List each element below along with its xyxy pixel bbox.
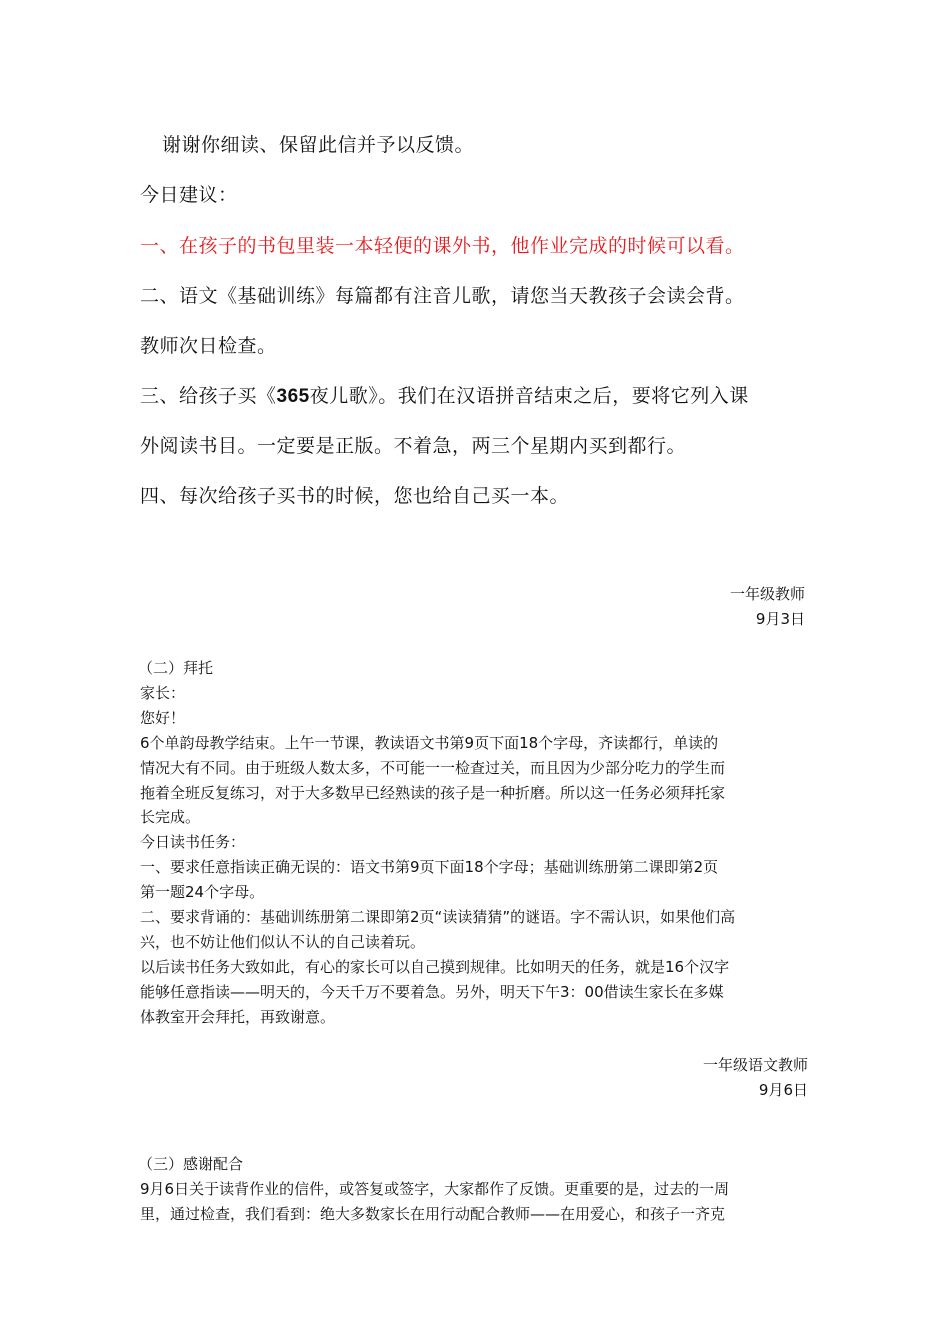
letter3-paragraph-1-line-1: 9月6日关于读背作业的信件，或答复或签字，大家都作了反馈。更重要的是，过去的一周 bbox=[140, 1180, 730, 1198]
letter2-task-2-line-2: 兴，也不妨让他们似认不认的自己读着玩。 bbox=[140, 933, 426, 951]
letter2-greeting: 您好！ bbox=[140, 709, 186, 727]
letter2-title: （二）拜托 bbox=[138, 659, 214, 677]
letter2-task-1-line-1: 一、要求任意指读正确无误的：语文书第9页下面18个字母；基础训练册第二课即第2页 bbox=[140, 858, 719, 876]
letter1-heading: 今日建议： bbox=[140, 184, 238, 206]
letter2-salutation: 家长： bbox=[140, 684, 186, 702]
letter1-item-3-line-2: 外阅读书目。一定要是正版。不着急，两三个星期内买到都行。 bbox=[140, 435, 687, 457]
letter1-item-1: 一、在孩子的书包里装一本轻便的课外书，他作业完成的时候可以看。 bbox=[140, 235, 745, 257]
letter1-item-3-line-1 bbox=[140, 381, 840, 408]
letter2-signature: 一年级语文教师 bbox=[702, 1056, 808, 1074]
letter2-paragraph-2-line-1: 以后读书任务大致如此，有心的家长可以自己摸到规律。比如明天的任务，就是16个汉字 bbox=[140, 958, 730, 976]
letter1-signature: 一年级教师 bbox=[729, 585, 805, 603]
letter2-paragraph-2-line-3: 体教室开会拜托，再致谢意。 bbox=[140, 1008, 336, 1026]
letter2-date: 9月6日 bbox=[758, 1081, 808, 1099]
letter2-paragraph-1-line-1: 6个单韵母教学结束。上午一节课，教读语文书第9页下面18个字母，齐读都行，单读的 bbox=[140, 734, 719, 752]
letter3-paragraph-1-line-2: 里，通过检查，我们看到：绝大多数家长在用行动配合教师——在用爱心，和孩子一齐克 bbox=[140, 1205, 726, 1223]
letter2-paragraph-1-line-3: 拖着全班反复练习，对于大多数早已经熟读的孩子是一种折磨。所以这一任务必须拜托家 bbox=[140, 784, 726, 802]
letter2-paragraph-1-line-2: 情况大有不同。由于班级人数太多，不可能一一检查过关，而且因为少部分吃力的学生而 bbox=[140, 759, 726, 777]
letter1-date: 9月3日 bbox=[755, 610, 805, 628]
letter1-item-2-line-2: 教师次日检查。 bbox=[140, 335, 277, 357]
letter2-task-heading: 今日读书任务： bbox=[140, 833, 246, 851]
letter1-item-3-text-a: 三、给孩子买《 bbox=[140, 385, 277, 407]
letter2-task-1-line-2: 第一题24个字母。 bbox=[140, 883, 265, 901]
letter3-title: （三）感谢配合 bbox=[138, 1155, 244, 1173]
letter1-item-3-text-b: 夜儿歌》。我们在汉语拼音结束之后，要将它列入课 bbox=[309, 385, 749, 407]
letter1-item-2-line-1: 二、语文《基础训练》每篇都有注音儿歌，请您当天教孩子会读会背。 bbox=[140, 285, 745, 307]
letter1-item-3-number: 365 bbox=[276, 386, 310, 407]
letter2-task-2-line-1: 二、要求背诵的：基础训练册第二课即第2页“读读猜猜”的谜语。字不需认识，如果他们高 bbox=[140, 908, 736, 926]
letter1-item-4: 四、每次给孩子买书的时候，您也给自己买一本。 bbox=[140, 485, 570, 507]
letter2-paragraph-2-line-2: 能够任意指读——明天的，今天千万不要着急。另外，明天下午3：00借读生家长在多媒 bbox=[140, 983, 724, 1001]
letter2-paragraph-1-line-4: 长完成。 bbox=[140, 808, 201, 826]
letter1-intro: 谢谢你细读、保留此信并予以反馈。 bbox=[162, 134, 475, 156]
